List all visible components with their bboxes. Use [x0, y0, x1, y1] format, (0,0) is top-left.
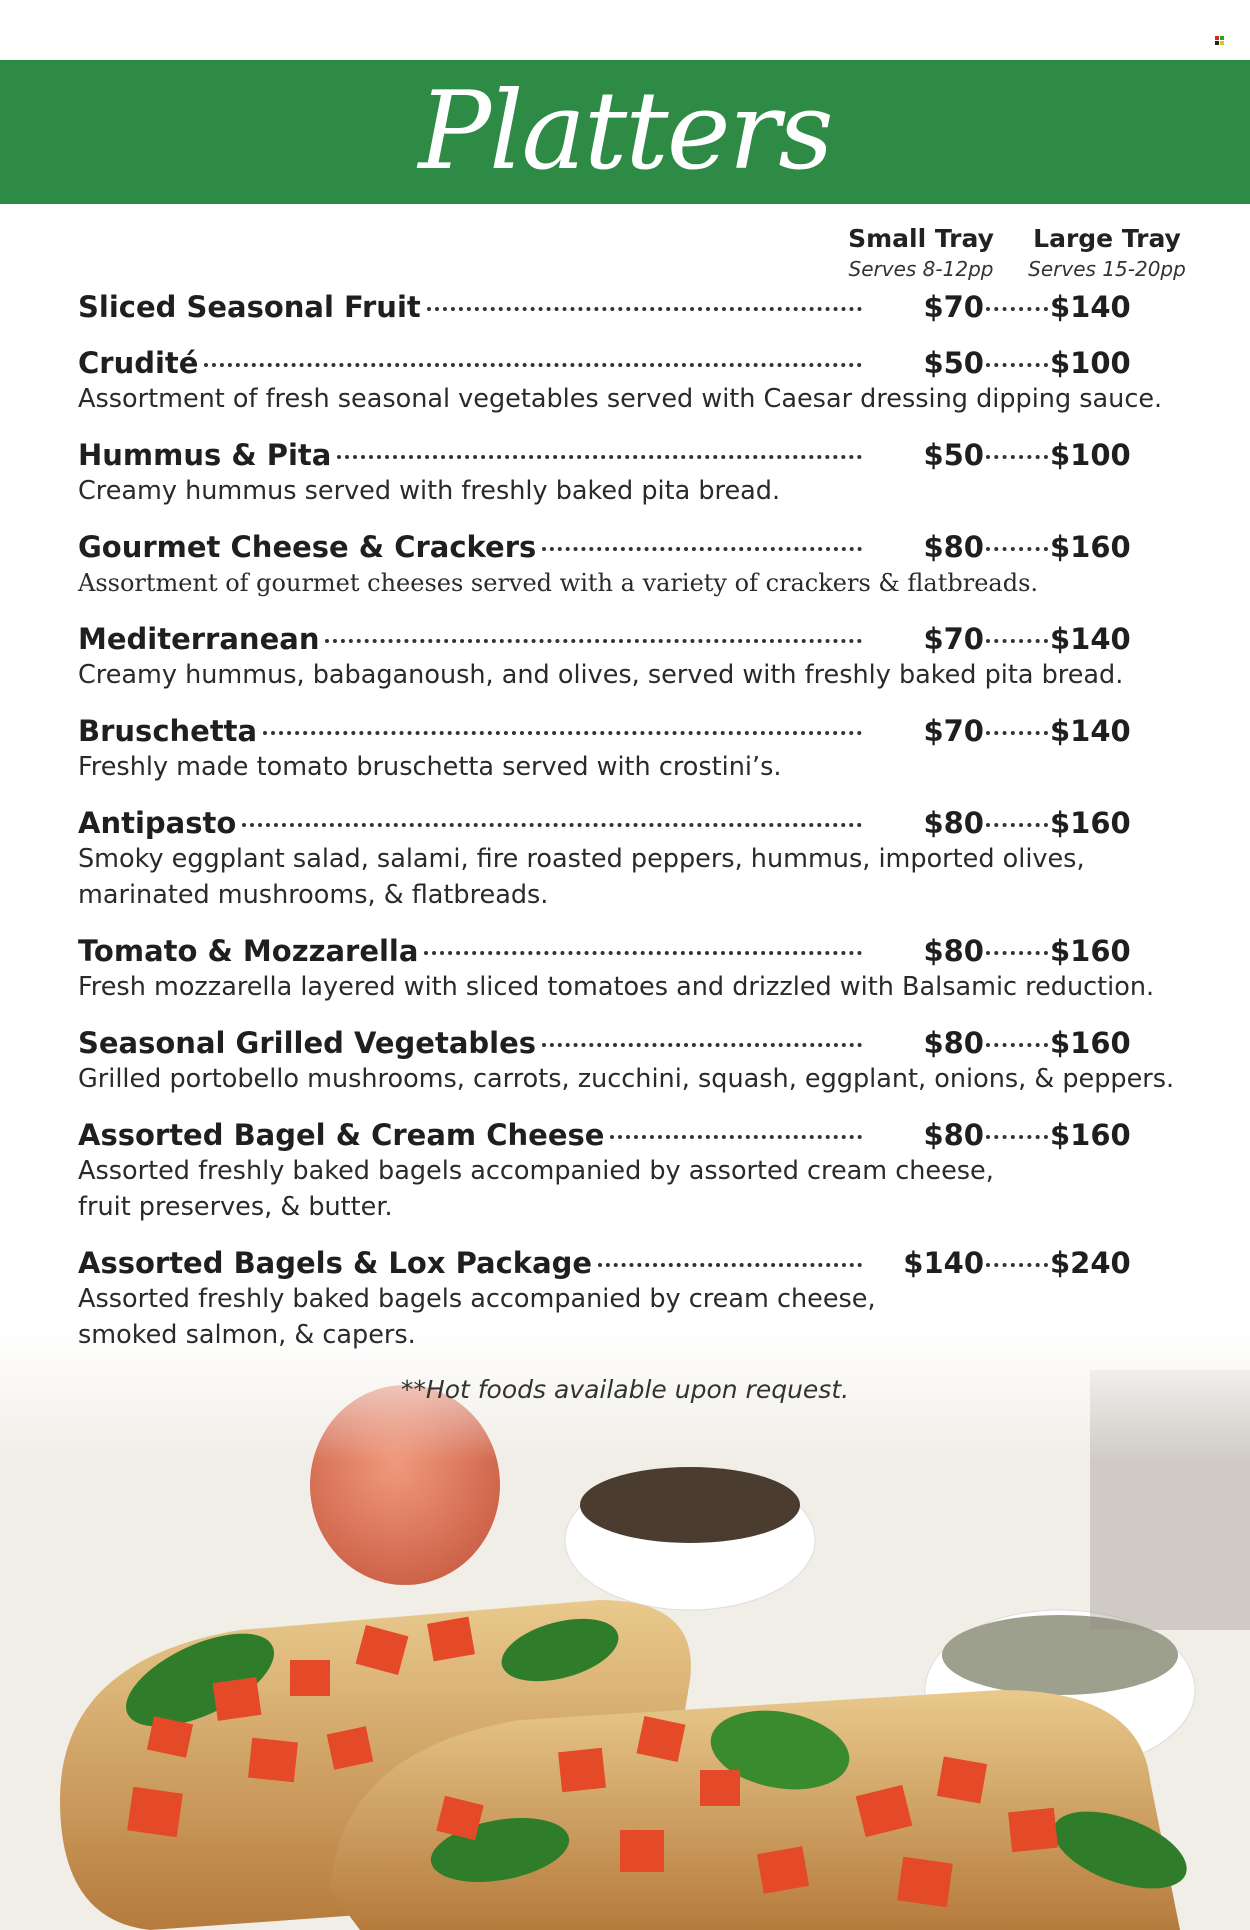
item-name: Antipasto — [78, 806, 237, 840]
large-tray-price: $140 — [1050, 290, 1131, 324]
small-tray-price: $140 — [903, 1246, 984, 1280]
small-tray-price: $70 — [923, 622, 984, 656]
small-tray-price: $80 — [923, 1026, 984, 1060]
item-description: Assortment of fresh seasonal vegetables served with Caesar dressing dipping sauce. — [78, 384, 1163, 414]
small-tray-price: $70 — [923, 714, 984, 748]
large-tray-column-header — [1007, 224, 1207, 281]
page-title: Platters — [418, 69, 832, 194]
menu-item — [78, 714, 1178, 784]
leader-dots — [986, 455, 1048, 459]
leader-dots — [986, 1135, 1048, 1139]
small-tray-title: Small Tray — [848, 224, 994, 253]
small-tray-serves: Serves 8-12pp — [848, 257, 994, 281]
leader-dots — [986, 1263, 1048, 1267]
item-description: Grilled portobello mushrooms, carrots, zucchini, squash, eggplant, onions, & peppers. — [78, 1064, 1175, 1094]
large-tray-price: $160 — [1050, 934, 1131, 968]
item-description: Assorted freshly baked bagels accompanied by assorted cream cheese, — [78, 1156, 994, 1186]
menu-item — [78, 530, 1178, 600]
item-description: Creamy hummus served with freshly baked pita bread. — [78, 476, 781, 506]
item-name: Assorted Bagel & Cream Cheese — [78, 1118, 605, 1152]
leader-dots — [325, 639, 862, 643]
menu-item-row — [78, 714, 1178, 748]
large-tray-price: $140 — [1050, 622, 1131, 656]
menu-item — [78, 346, 1178, 416]
leader-dots — [986, 1043, 1048, 1047]
platter-menu — [78, 290, 1178, 1374]
small-tray-price: $50 — [923, 346, 984, 380]
leader-dots — [986, 307, 1048, 311]
item-description: marinated mushrooms, & flatbreads. — [78, 880, 549, 910]
header-band — [0, 60, 1250, 204]
leader-dots — [542, 1043, 862, 1047]
corner-mark-icon — [1215, 36, 1224, 45]
item-description: smoked salmon, & capers. — [78, 1320, 416, 1350]
menu-item-row — [78, 438, 1178, 472]
leader-dots — [986, 731, 1048, 735]
small-tray-price: $50 — [923, 438, 984, 472]
leader-dots — [242, 823, 862, 827]
leader-dots — [986, 363, 1048, 367]
item-description: Smoky eggplant salad, salami, fire roasted peppers, hummus, imported olives, — [78, 844, 1085, 874]
menu-item — [78, 934, 1178, 1004]
leader-dots — [424, 951, 862, 955]
large-tray-price: $160 — [1050, 1118, 1131, 1152]
item-name: Hummus & Pita — [78, 438, 332, 472]
leader-dots — [542, 547, 862, 551]
small-tray-price: $80 — [923, 530, 984, 564]
menu-item — [78, 1118, 1178, 1224]
menu-item — [78, 806, 1178, 912]
leader-dots — [986, 951, 1048, 955]
large-tray-price: $100 — [1050, 438, 1131, 472]
leader-dots — [337, 455, 862, 459]
item-description: Assortment of gourmet cheeses served with a variety of crackers & flatbreads. — [78, 569, 1039, 597]
menu-item-row — [78, 1118, 1178, 1152]
menu-item-row — [78, 1026, 1178, 1060]
large-tray-price: $100 — [1050, 346, 1131, 380]
small-tray-price: $70 — [923, 290, 984, 324]
leader-dots — [598, 1263, 862, 1267]
leader-dots — [986, 639, 1048, 643]
item-description: Fresh mozzarella layered with sliced tomatoes and drizzled with Balsamic reduction. — [78, 972, 1155, 1002]
leader-dots — [986, 547, 1048, 551]
leader-dots — [986, 823, 1048, 827]
large-tray-serves: Serves 15-20pp — [1028, 257, 1186, 281]
menu-item-row — [78, 622, 1178, 656]
item-name: Crudité — [78, 346, 199, 380]
menu-item — [78, 622, 1178, 692]
leader-dots — [204, 363, 862, 367]
small-tray-price: $80 — [923, 934, 984, 968]
item-description: Freshly made tomato bruschetta served with crostini’s. — [78, 752, 782, 782]
menu-item-row — [78, 934, 1178, 968]
item-name: Sliced Seasonal Fruit — [78, 290, 421, 324]
item-name: Seasonal Grilled Vegetables — [78, 1026, 537, 1060]
menu-item-row — [78, 346, 1178, 380]
bruschetta-photo — [0, 1330, 1250, 1930]
small-tray-column-header — [821, 224, 1021, 281]
small-tray-price: $80 — [923, 806, 984, 840]
leader-dots — [427, 307, 862, 311]
item-description: Creamy hummus, babaganoush, and olives, served with freshly baked pita bread. — [78, 660, 1124, 690]
menu-item-row — [78, 290, 1178, 324]
large-tray-price: $160 — [1050, 1026, 1131, 1060]
large-tray-title: Large Tray — [1033, 224, 1181, 253]
large-tray-price: $240 — [1050, 1246, 1131, 1280]
item-name: Mediterranean — [78, 622, 320, 656]
large-tray-price: $160 — [1050, 806, 1131, 840]
menu-item — [78, 1246, 1178, 1352]
menu-item — [78, 290, 1178, 324]
hot-foods-note: **Hot foods available upon request. — [400, 1375, 850, 1404]
item-description: Assorted freshly baked bagels accompanied by cream cheese, — [78, 1284, 876, 1314]
large-tray-price: $160 — [1050, 530, 1131, 564]
menu-item-row — [78, 530, 1178, 564]
menu-item-row — [78, 1246, 1178, 1280]
leader-dots — [263, 731, 862, 735]
menu-item — [78, 438, 1178, 508]
item-description: fruit preserves, & butter. — [78, 1192, 393, 1222]
small-tray-price: $80 — [923, 1118, 984, 1152]
leader-dots — [610, 1135, 862, 1139]
large-tray-price: $140 — [1050, 714, 1131, 748]
item-name: Tomato & Mozzarella — [78, 934, 419, 968]
item-name: Assorted Bagels & Lox Package — [78, 1246, 593, 1280]
item-name: Bruschetta — [78, 714, 258, 748]
menu-item-row — [78, 806, 1178, 840]
item-name: Gourmet Cheese & Crackers — [78, 530, 537, 564]
menu-item — [78, 1026, 1178, 1096]
